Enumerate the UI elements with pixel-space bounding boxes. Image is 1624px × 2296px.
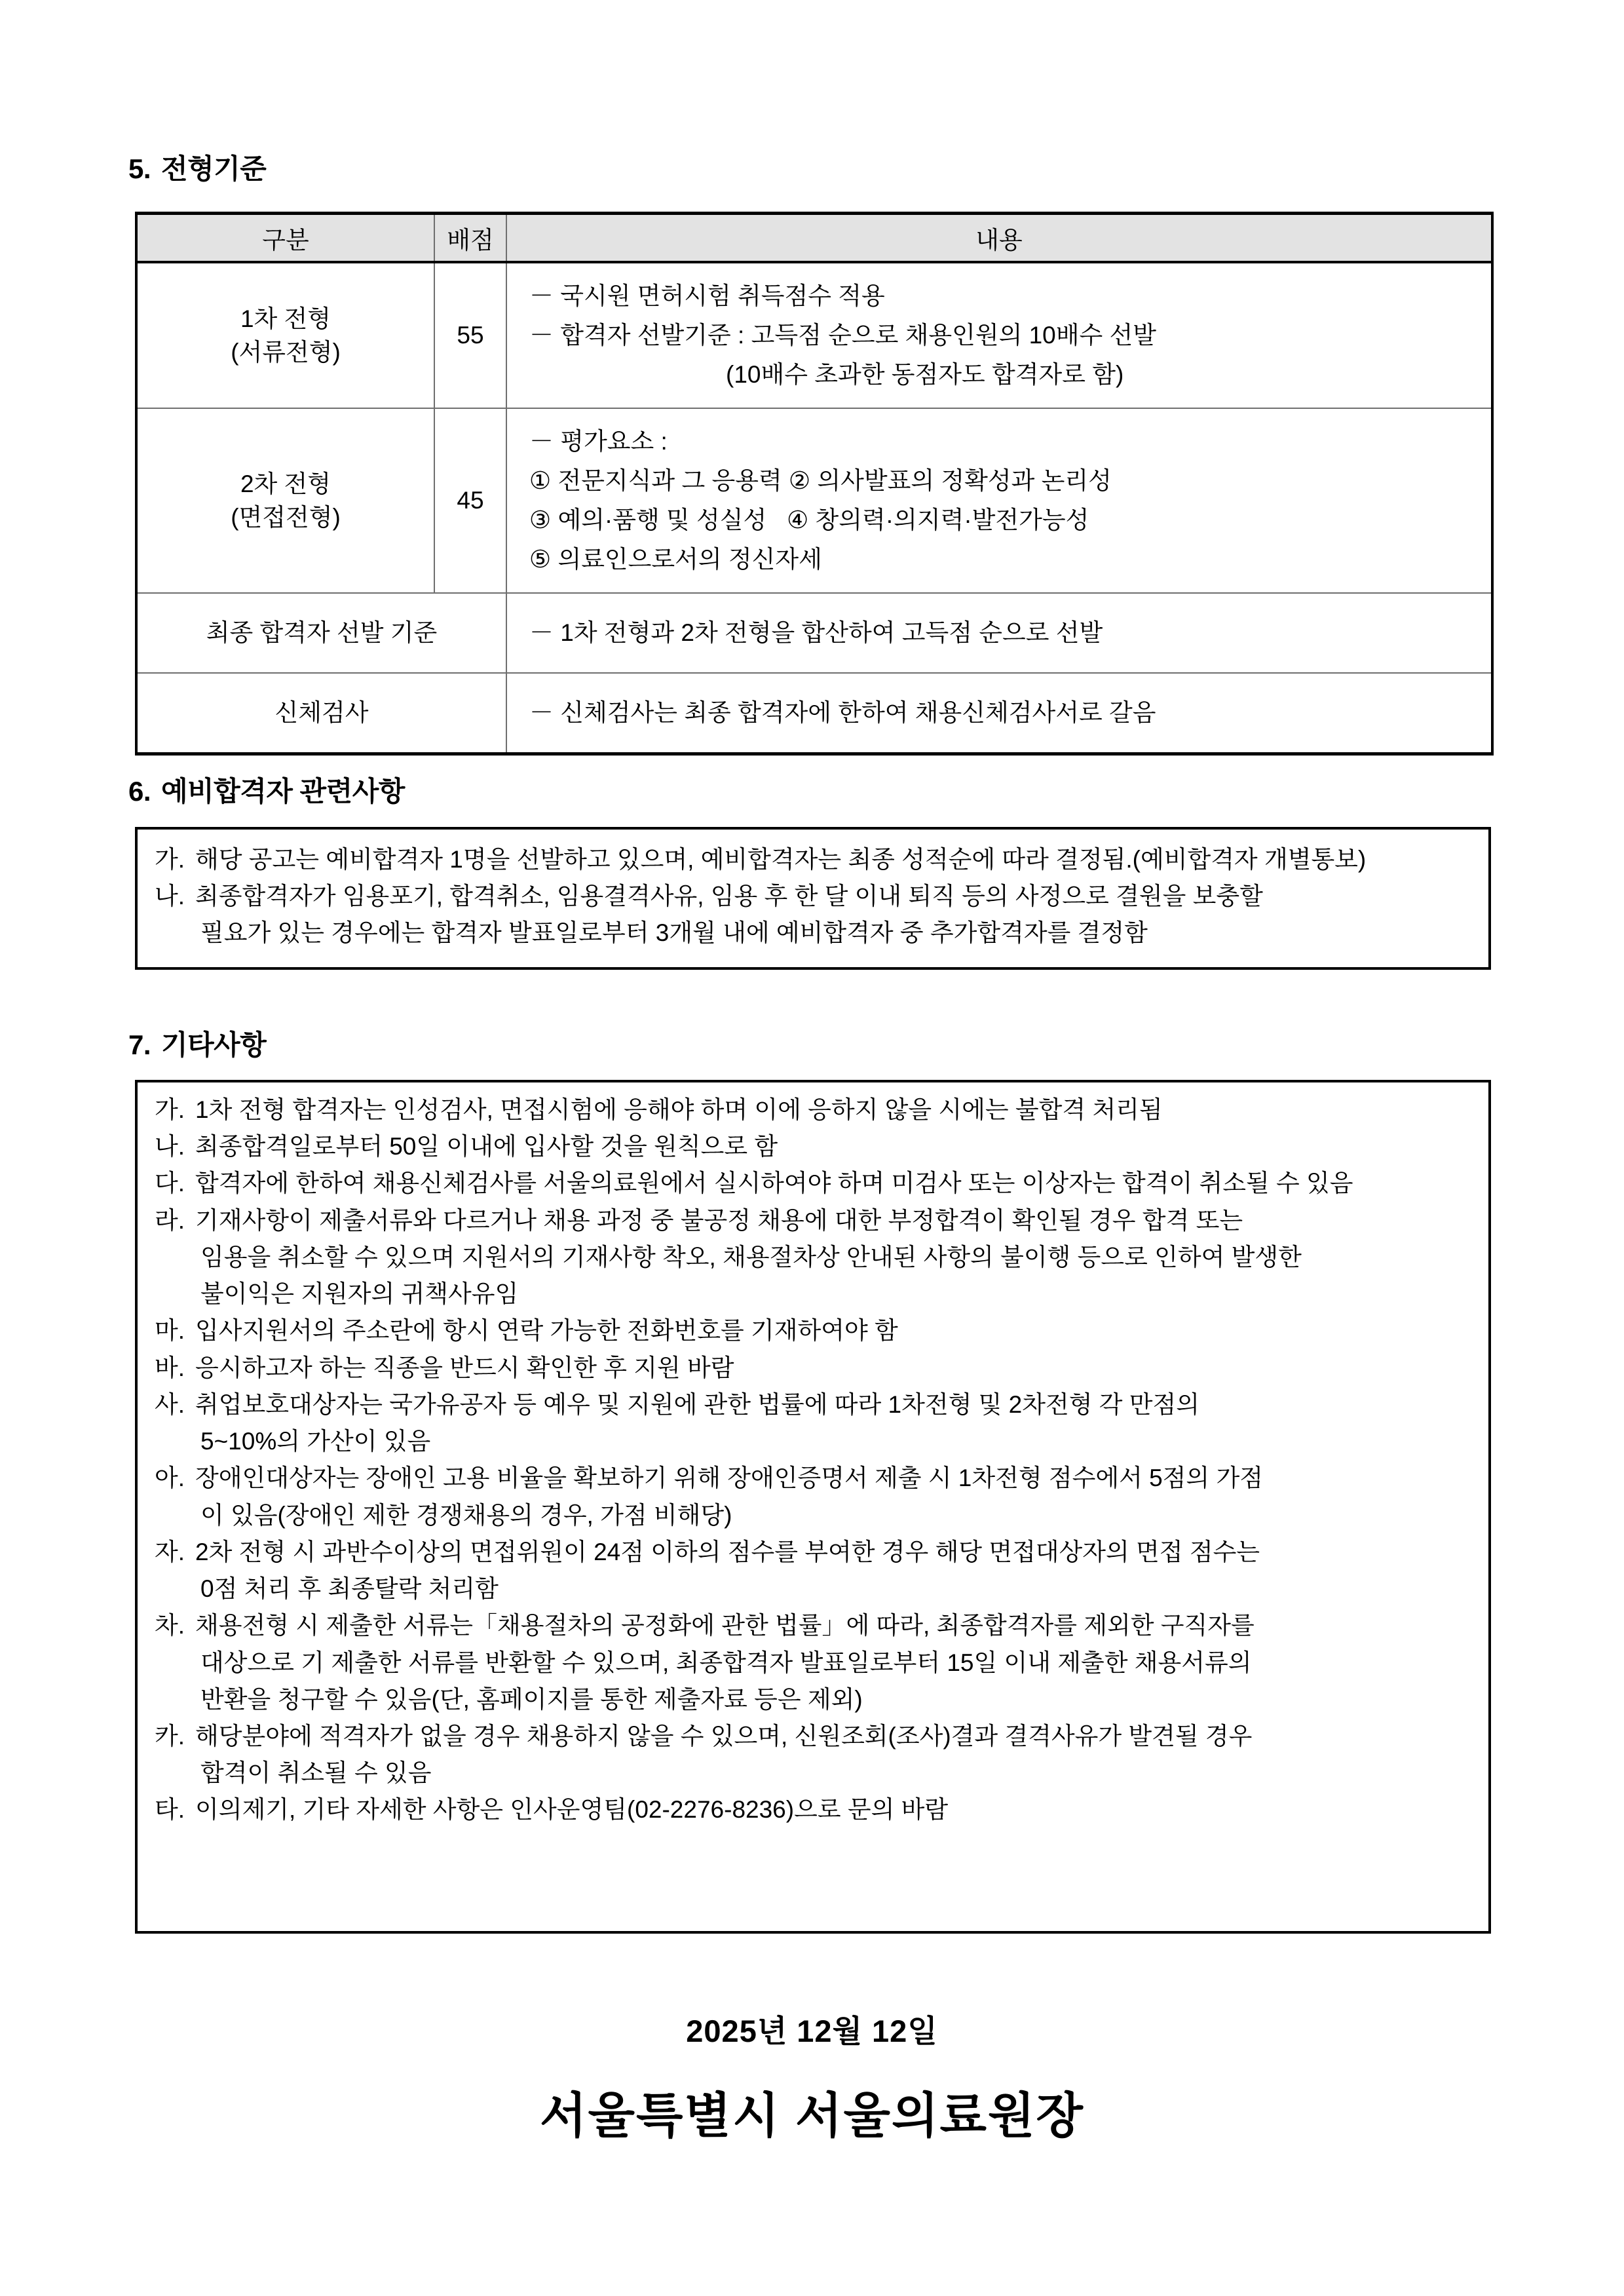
- list-item-line: 취업보호대상자는 국가유공자 등 예우 및 지원에 관한 법률에 따라 1차전형 및 2차전형 각 만점의: [195, 1390, 1199, 1418]
- list-item-body: [195, 1350, 1471, 1387]
- list-item-line: 2차 전형 시 과반수이상의 면접위원이 24점 이하의 점수를 부여한 경우 해당 면접대상자의 면접 점수는: [195, 1538, 1260, 1565]
- list-item-body: [195, 1791, 1471, 1828]
- list-item-line: 응시하고자 하는 직종을 반드시 확인한 후 지원 바람: [195, 1354, 734, 1381]
- criteria-row-content: [506, 593, 1492, 673]
- footer-organization: 서울특별시 서울의료원장: [540, 2088, 1084, 2143]
- list-item-marker: 마.: [155, 1317, 185, 1345]
- section-5-title: 전형기준: [161, 153, 267, 184]
- list-item-marker: 가.: [155, 846, 185, 873]
- label-line: (서류전형): [231, 338, 341, 366]
- criteria-row-label: 신체검사: [136, 673, 506, 754]
- section-6-title: 예비합격자 관련사항: [161, 776, 405, 807]
- list-item-marker: 아.: [155, 1464, 185, 1492]
- list-item-body: [195, 1092, 1471, 1128]
- list-item-line: 이 있음(장애인 제한 경쟁채용의 경우, 가점 비해당): [200, 1501, 732, 1529]
- list-item: [155, 1092, 1471, 1128]
- content-line: － 신체검사는 최종 합격자에 한하여 채용신체검사서로 갈음: [529, 698, 1156, 726]
- criteria-row-content: [506, 673, 1492, 754]
- list-item-marker: 나.: [155, 883, 185, 910]
- criteria-row-score: 55: [434, 262, 506, 408]
- list-item-body: [195, 878, 1471, 951]
- content-line: ① 전문지식과 그 응용력 ② 의사발표의 정확성과 논리성: [529, 467, 1112, 494]
- list-item-marker: 사.: [155, 1390, 185, 1418]
- list-item: [155, 1165, 1471, 1202]
- list-item-line: 0점 처리 후 최종탈락 처리함: [200, 1575, 499, 1603]
- list-item-body: [195, 1607, 1471, 1718]
- list-item-marker: 가.: [155, 1096, 185, 1123]
- table-row: [136, 262, 1492, 408]
- list-item: [155, 841, 1471, 878]
- list-item: [155, 1791, 1471, 1828]
- list-item: [155, 878, 1471, 951]
- list-item-marker: 카.: [155, 1722, 185, 1750]
- list-item-line: 임용을 취소할 수 있으며 지원서의 기재사항 착오, 채용절차상 안내된 사항의 불이행 등으로 인하여 발생한: [200, 1243, 1302, 1271]
- list-item-body: [195, 1387, 1471, 1460]
- content-line: － 평가요소 :: [529, 427, 668, 455]
- section-7-title: 기타사항: [161, 1029, 267, 1060]
- content-line: ③ 예의·품행 및 성실성 ④ 창의력·의지력·발전가능성: [529, 506, 1089, 533]
- footer-date: 2025년 12월 12일: [686, 2014, 938, 2048]
- section-6-heading: [128, 770, 405, 809]
- list-item-line: 합격자에 한하여 채용신체검사를 서울의료원에서 실시하여야 하며 미검사 또는 이상자는 합격이 취소될 수 있음: [195, 1170, 1353, 1197]
- list-item-body: [195, 1128, 1471, 1165]
- criteria-row-content: [506, 408, 1492, 593]
- list-item-line: 1차 전형 합격자는 인성검사, 면접시험에 응해야 하며 이에 응하지 않을 시에는 불합격 처리됨: [195, 1096, 1163, 1123]
- list-item: [155, 1387, 1471, 1460]
- criteria-row-label: 최종 합격자 선발 기준: [136, 593, 506, 673]
- list-item-line: 불이익은 지원자의 귀책사유임: [200, 1280, 519, 1308]
- label-line: (면접전형): [231, 503, 341, 531]
- section-7-number: 7.: [128, 1029, 151, 1060]
- table-row: [136, 673, 1492, 754]
- list-item-line: 최종합격자가 임용포기, 합격취소, 임용결격사유, 임용 후 한 달 이내 퇴직 등의 사정으로 결원을 보충할: [195, 883, 1263, 910]
- label-line: 2차 전형: [240, 470, 331, 497]
- list-item-body: [195, 1460, 1471, 1533]
- list-item-line: 채용전형 시 제출한 서류는「채용절차의 공정화에 관한 법률」에 따라, 최종합격자를 제외한 구직자를: [195, 1612, 1255, 1639]
- column-header-gubun: 구분: [136, 214, 434, 263]
- list-item-line: 최종합격일로부터 50일 이내에 입사할 것을 원칙으로 함: [195, 1133, 778, 1160]
- list-item-line: 해당 공고는 예비합격자 1명을 선발하고 있으며, 예비합격자는 최종 성적순에 따라 결정됨.(예비합격자 개별통보): [195, 846, 1367, 873]
- column-header-naeyong: 내용: [506, 214, 1492, 263]
- table-row: [136, 593, 1492, 673]
- criteria-table-header-row: [136, 214, 1492, 263]
- list-item-line: 반환을 청구할 수 있음(단, 홈페이지를 통한 제출자료 등은 제외): [200, 1685, 863, 1713]
- list-item-line: 기재사항이 제출서류와 다르거나 채용 과정 중 불공정 채용에 대한 부정합격이 확인될 경우 합격 또는: [195, 1206, 1243, 1234]
- list-item-line: 합격이 취소될 수 있음: [200, 1759, 432, 1787]
- list-item-line: 입사지원서의 주소란에 항시 연락 가능한 전화번호를 기재하여야 함: [195, 1317, 898, 1345]
- list-item-line: 이의제기, 기타 자세한 사항은 인사운영팀(02-2276-8236)으로 문의 바람: [195, 1796, 949, 1824]
- list-item-body: [195, 1718, 1471, 1791]
- list-item-line: 해당분야에 적격자가 없을 경우 채용하지 않을 수 있으며, 신원조회(조사)결과 결격사유가 발견될 경우: [195, 1722, 1253, 1750]
- list-item-marker: 자.: [155, 1538, 185, 1565]
- list-item-marker: 라.: [155, 1206, 185, 1234]
- list-item-body: [195, 1202, 1471, 1313]
- list-item: [155, 1350, 1471, 1387]
- table-row: [136, 408, 1492, 593]
- list-item-line: 필요가 있는 경우에는 합격자 발표일로부터 3개월 내에 예비합격자 중 추가합격자를 결정함: [200, 919, 1148, 947]
- list-item: [155, 1607, 1471, 1718]
- list-item: [155, 1128, 1471, 1165]
- criteria-row-label: [136, 408, 434, 593]
- criteria-row-score: 45: [434, 408, 506, 593]
- list-item-line: 대상으로 기 제출한 서류를 반환할 수 있으며, 최종합격자 발표일로부터 15일 이내 제출한 채용서류의: [200, 1649, 1252, 1676]
- list-item-marker: 차.: [155, 1612, 185, 1639]
- list-item: [155, 1460, 1471, 1533]
- section-5-heading: [128, 147, 266, 187]
- list-item-line: 5~10%의 가산이 있음: [200, 1428, 431, 1455]
- criteria-table: [135, 212, 1494, 756]
- list-item-body: [195, 841, 1471, 878]
- list-item-marker: 타.: [155, 1796, 185, 1824]
- label-line: 1차 전형: [240, 305, 331, 332]
- list-item-marker: 바.: [155, 1354, 185, 1381]
- content-line: (10배수 초과한 동점자도 합격자로 함): [726, 360, 1124, 388]
- section-6-box: [135, 827, 1491, 970]
- content-line: － 국시원 면허시험 취득점수 적용: [529, 282, 885, 309]
- criteria-row-content: [506, 262, 1492, 408]
- list-item: [155, 1312, 1471, 1349]
- list-item-body: [195, 1312, 1471, 1349]
- list-item-line: 장애인대상자는 장애인 고용 비율을 확보하기 위해 장애인증명서 제출 시 1차전형 점수에서 5점의 가점: [195, 1464, 1263, 1492]
- section-7-heading: [128, 1024, 266, 1063]
- column-header-baejum: 배점: [434, 214, 506, 263]
- section-7-box: [135, 1080, 1491, 1934]
- list-item: [155, 1534, 1471, 1607]
- list-item: [155, 1718, 1471, 1791]
- list-item-marker: 나.: [155, 1133, 185, 1160]
- section-5-number: 5.: [128, 153, 151, 184]
- list-item-marker: 다.: [155, 1170, 185, 1197]
- content-line: － 1차 전형과 2차 전형을 합산하여 고득점 순으로 선발: [529, 619, 1103, 646]
- criteria-row-label: [136, 262, 434, 408]
- list-item: [155, 1202, 1471, 1313]
- content-line: ⑤ 의료인으로서의 정신자세: [529, 545, 822, 573]
- section-6-number: 6.: [128, 776, 151, 807]
- content-line: － 합격자 선발기준 : 고득점 순으로 채용인원의 10배수 선발: [529, 321, 1156, 349]
- list-item-body: [195, 1165, 1471, 1202]
- list-item-body: [195, 1534, 1471, 1607]
